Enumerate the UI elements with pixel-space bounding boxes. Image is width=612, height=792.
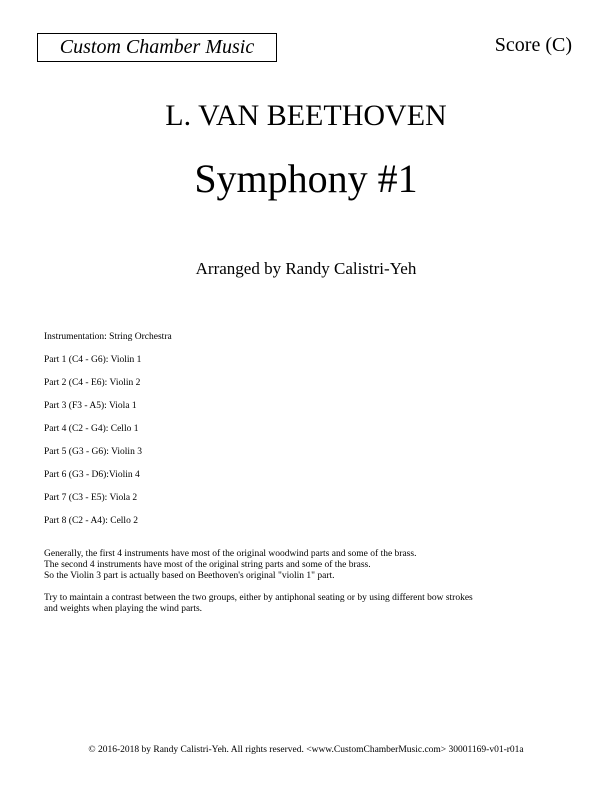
note-line: The second 4 instruments have most of the original string parts and some of the brass. [44,560,371,570]
part-line-2: Part 2 (C4 - E6): Violin 2 [44,378,141,388]
note-line: So the Violin 3 part is actually based on Beethoven's original "violin 1" part. [44,571,335,581]
score-edition-label: Score (C) [494,34,572,56]
part-line-7: Part 7 (C3 - E5): Viola 2 [44,493,138,503]
note-line: Try to maintain a contrast between the two groups, either by antiphonal seating or by using different bow strokes [44,593,473,603]
arranger-credit: Arranged by Randy Calistri-Yeh [195,259,417,278]
parts-list [44,355,172,527]
part-line-3: Part 3 (F3 - A5): Viola 1 [44,401,137,411]
note-line: and weights when playing the wind parts. [44,604,203,614]
note-line: Generally, the first 4 instruments have most of the original woodwind parts and some of the brass. [44,549,417,559]
instrumentation-line: Instrumentation: String Orchestra [44,332,172,342]
part-line-4: Part 4 (C2 - G4): Cello 1 [44,424,139,434]
part-line-1: Part 1 (C4 - G6): Violin 1 [44,355,142,365]
page-title: Symphony #1 [194,156,418,201]
copyright-footer: © 2016-2018 by Randy Calistri-Yeh. All rights reserved. <www.CustomChamberMusic.com> 30001169-v01-r01a [88,745,524,755]
composer-name: L. VAN BEETHOVEN [165,99,447,132]
part-line-6: Part 6 (G3 - D6):Violin 4 [44,470,140,480]
instrumentation-section [44,332,172,539]
publisher-name: Custom Chamber Music [37,33,277,62]
performance-notes [44,549,473,615]
part-line-5: Part 5 (G3 - G6): Violin 3 [44,447,142,457]
paragraph-spacer [44,582,473,593]
part-line-8: Part 8 (C2 - A4): Cello 2 [44,516,138,526]
